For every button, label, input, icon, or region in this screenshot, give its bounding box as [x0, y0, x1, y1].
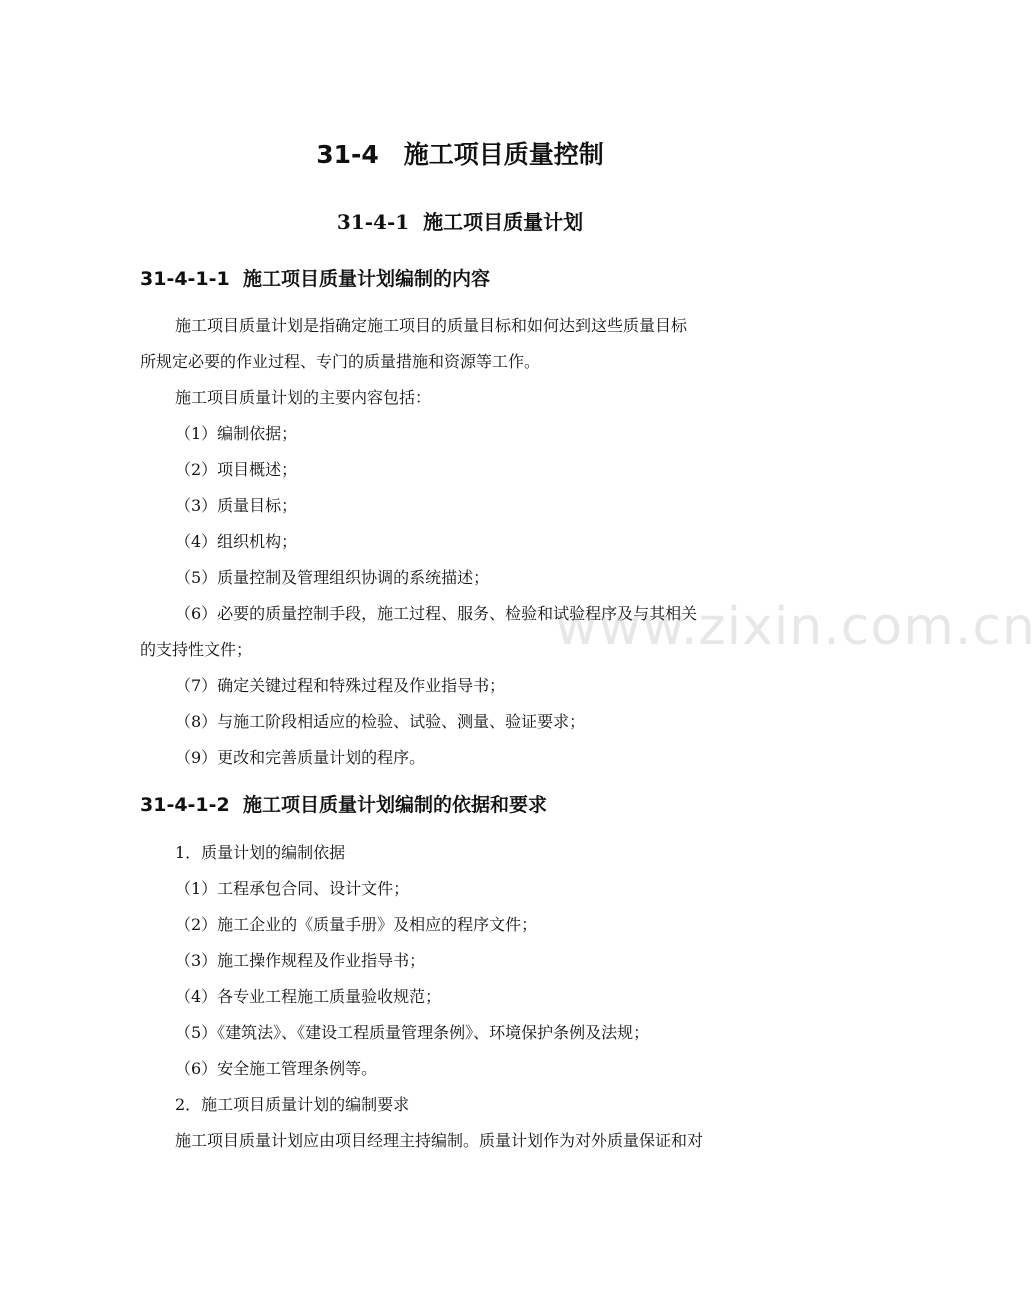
- paragraph-line: 所规定必要的作业过程、专门的质量措施和资源等工作。: [140, 352, 541, 371]
- list-item: （4）组织机构；: [175, 532, 298, 551]
- list-item: （3）质量目标；: [175, 496, 298, 515]
- list-heading: 2．施工项目质量计划的编制要求: [175, 1095, 410, 1114]
- list-heading: 1．质量计划的编制依据: [175, 843, 346, 862]
- list-item: （1）工程承包合同、设计文件；: [175, 879, 410, 898]
- list-item: （6）安全施工管理条例等。: [175, 1059, 378, 1078]
- list-item: （4）各专业工程施工质量验收规范；: [175, 987, 442, 1006]
- section-title: 31-4-1 施工项目质量计划: [336, 210, 584, 234]
- paragraph-line: 施工项目质量计划是指确定施工项目的质量目标和如何达到这些质量目标: [175, 316, 688, 335]
- list-item: （1）编制依据；: [175, 424, 298, 443]
- watermark: www.zixin.com.cn: [555, 597, 1036, 657]
- list-item: （2）施工企业的《质量手册》及相应的程序文件；: [175, 915, 538, 934]
- list-item: （5）《建筑法》、《建设工程质量管理条例》、环境保护条例及法规；: [175, 1023, 650, 1042]
- subsection-heading-2: 31-4-1-2 施工项目质量计划编制的依据和要求: [140, 794, 547, 816]
- list-item: （8）与施工阶段相适应的检验、试验、测量、验证要求；: [175, 712, 586, 731]
- list-item: （7）确定关键过程和特殊过程及作业指导书；: [175, 676, 506, 695]
- chapter-title: 31-4 施工项目质量控制: [316, 140, 604, 169]
- list-item: 的支持性文件；: [140, 640, 253, 659]
- list-item: （2）项目概述；: [175, 460, 298, 479]
- paragraph-line: 施工项目质量计划应由项目经理主持编制。质量计划作为对外质量保证和对: [175, 1131, 704, 1150]
- list-item: （6）必要的质量控制手段，施工过程、服务、检验和试验程序及与其相关: [175, 604, 698, 623]
- paragraph-line: 施工项目质量计划的主要内容包括：: [175, 388, 432, 407]
- list-item: （9）更改和完善质量计划的程序。: [175, 748, 426, 767]
- list-item: （5）质量控制及管理组织协调的系统描述；: [175, 568, 490, 587]
- subsection-heading-1: 31-4-1-1 施工项目质量计划编制的内容: [140, 268, 490, 290]
- list-item: （3）施工操作规程及作业指导书；: [175, 951, 426, 970]
